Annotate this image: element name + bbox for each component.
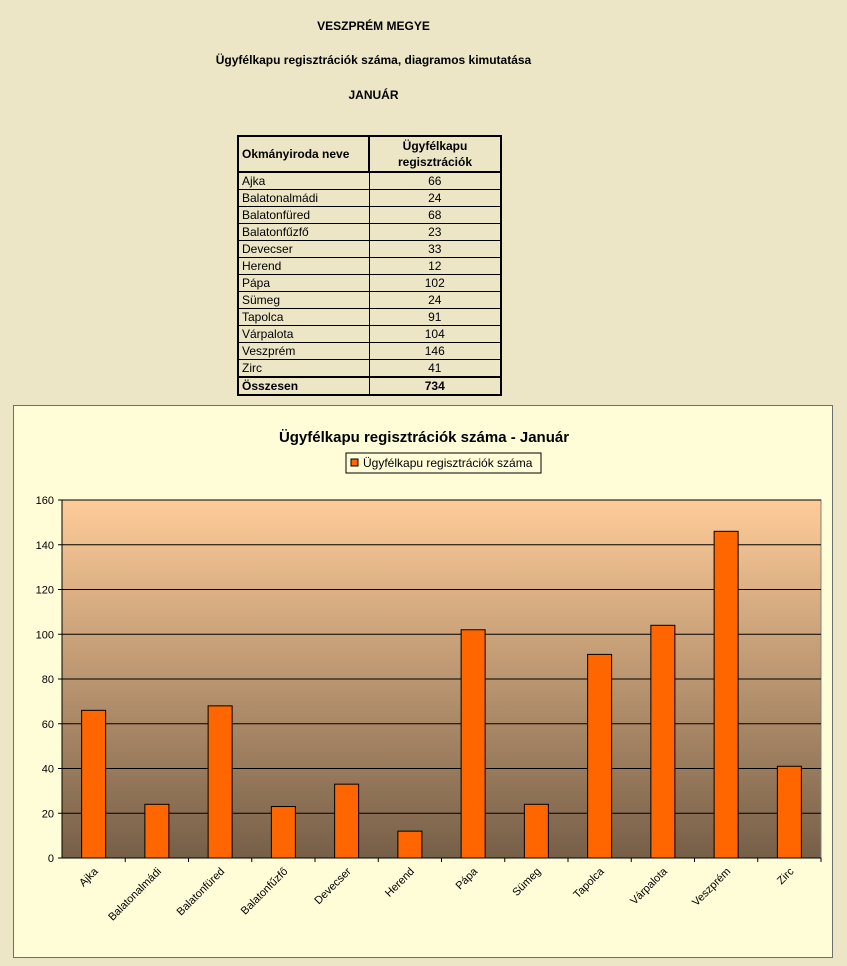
y-tick-label: 20 (41, 808, 54, 821)
month-title: JANUÁR (348, 88, 399, 102)
office-name-cell: Ajka (238, 172, 369, 190)
bar-balatonalmádi (145, 804, 169, 858)
office-name-cell: Sümeg (238, 292, 369, 309)
chart-title: Ügyfélkapu regisztrációk száma - Január (278, 429, 570, 446)
x-tick-label: Pápa (453, 865, 481, 893)
x-tick-label: Ajka (77, 865, 101, 890)
y-tick-label: 140 (35, 539, 54, 552)
registrations-table (237, 135, 502, 396)
office-name-cell: Herend (238, 258, 369, 275)
x-tick-label: Várpalota (628, 865, 670, 908)
total-value: 734 (369, 377, 501, 395)
report-subtitle: Ügyfélkapu regisztrációk száma, diagramos kimutatása (215, 53, 532, 67)
office-name-cell: Balatonfűzfő (238, 224, 369, 241)
x-tick-label: Balatonfűzfő (238, 865, 291, 918)
x-tick-label: Devecser (312, 865, 354, 907)
x-tick-label: Zirc (775, 865, 797, 888)
table-row (238, 343, 501, 360)
bar-balatonfüred (208, 706, 232, 858)
x-tick-label: Balatonfüred (174, 865, 228, 919)
y-tick-label: 60 (41, 718, 54, 731)
office-name-cell: Veszprém (238, 343, 369, 360)
table-row (238, 360, 501, 378)
col-header-line2: regisztrációk (397, 155, 473, 169)
chart-area (13, 405, 833, 958)
office-name-cell: Zirc (238, 360, 369, 378)
bar-tapolca (588, 654, 612, 858)
table-row (238, 241, 501, 258)
table-row (238, 190, 501, 207)
table-row (238, 326, 501, 343)
y-tick-label: 80 (41, 674, 54, 686)
x-tick-label: Tapolca (571, 865, 607, 901)
office-name-cell: Balatonfüred (238, 207, 369, 224)
registrations-cell: 104 (369, 326, 501, 343)
col-header-line1: Ügyfélkapu (402, 139, 468, 153)
y-tick-label: 120 (35, 584, 54, 597)
county-title: VESZPRÉM MEGYE (317, 19, 430, 33)
legend-label: Ügyfélkapu regisztrációk száma (363, 456, 533, 470)
col-header-office: Okmányiroda neve (238, 136, 369, 172)
registrations-cell: 146 (369, 343, 501, 360)
table-total-row (238, 377, 501, 395)
table-row (238, 292, 501, 309)
bar-pápa (461, 630, 485, 858)
legend-swatch (351, 459, 358, 466)
bar-ajka (82, 710, 106, 858)
office-name-cell: Pápa (238, 275, 369, 292)
table-row (238, 172, 501, 190)
registrations-cell: 23 (369, 224, 501, 241)
bar-zirc (777, 766, 801, 858)
office-name-cell: Tapolca (238, 309, 369, 326)
registrations-cell: 24 (369, 292, 501, 309)
x-tick-label: Herend (382, 865, 417, 900)
registrations-cell: 12 (369, 258, 501, 275)
registrations-cell: 24 (369, 190, 501, 207)
y-tick-label: 100 (35, 629, 54, 642)
y-tick-label: 40 (41, 763, 54, 776)
x-tick-label: Veszprém (690, 865, 734, 909)
office-name-cell: Várpalota (238, 326, 369, 343)
registrations-cell: 66 (369, 172, 501, 190)
y-tick-label: 160 (35, 495, 54, 507)
table-row (238, 207, 501, 224)
table-row (238, 309, 501, 326)
table-header-row (238, 136, 501, 172)
registrations-cell: 41 (369, 360, 501, 378)
bar-sümeg (524, 804, 548, 858)
office-name-cell: Balatonalmádi (238, 190, 369, 207)
registrations-cell: 33 (369, 241, 501, 258)
office-name-cell: Devecser (238, 241, 369, 258)
bar-chart (14, 406, 834, 959)
bar-veszprém (714, 531, 738, 858)
table-row (238, 275, 501, 292)
bar-várpalota (651, 625, 675, 858)
registrations-cell: 91 (369, 309, 501, 326)
total-label: Összesen (238, 377, 369, 395)
registrations-cell: 68 (369, 207, 501, 224)
registrations-cell: 102 (369, 275, 501, 292)
bar-balatonfűzfő (271, 807, 295, 858)
x-tick-label: Sümeg (510, 865, 544, 899)
table-row (238, 224, 501, 241)
bar-devecser (335, 784, 359, 858)
col-header-registrations (369, 136, 501, 172)
y-tick-label: 0 (47, 853, 54, 865)
table-row (238, 258, 501, 275)
x-tick-label: Balatonalmádi (106, 865, 164, 924)
bar-herend (398, 831, 422, 858)
